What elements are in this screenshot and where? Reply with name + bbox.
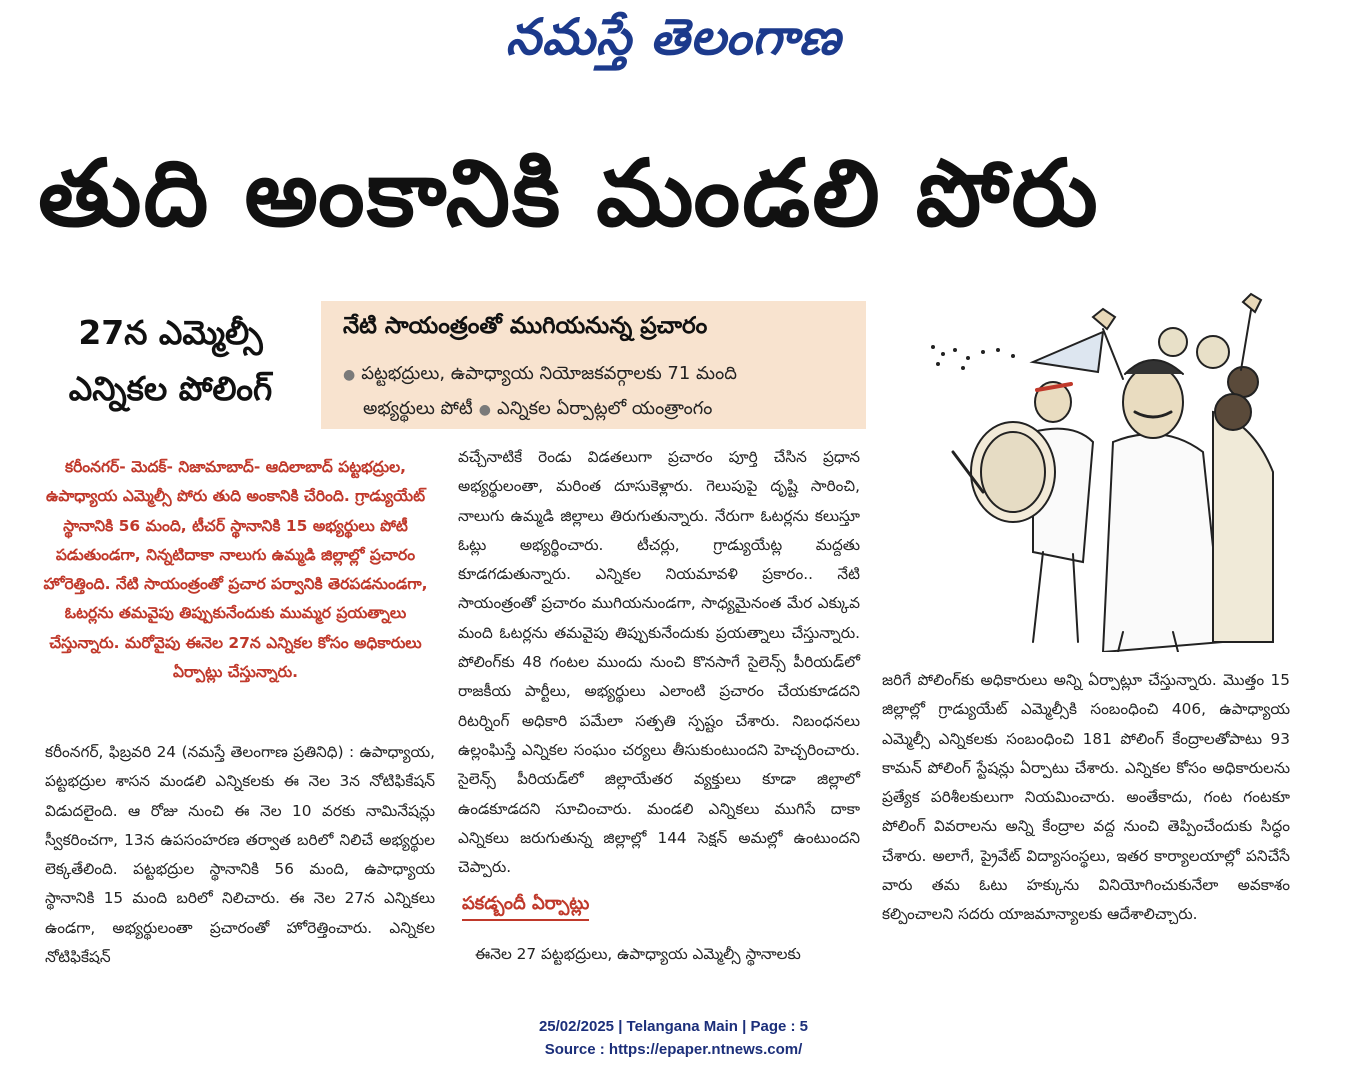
subhead-line-2: ఎన్నికల పోలింగ్ xyxy=(68,369,273,408)
kicker-bullet-2: ఎన్నికల ఏర్పాట్లలో యంత్రాంగం xyxy=(497,398,713,419)
masthead-logo: నమస్తే తెలంగాణ xyxy=(505,8,842,66)
body-column-2-continued: ఈనెల 27 పట్టభద్రులు, ఉపాధ్యాయ ఎమ్మెల్సీ స్థానాలకు xyxy=(475,945,801,963)
headline: తుది అంకానికి మండలి పోరు xyxy=(38,140,1100,247)
body-column-3: జరిగే పోలింగ్‌కు అధికారులు అన్ని ఏర్పాట్లూ చేస్తున్నారు. మొత్తం 15 జిల్లాల్లో గ్రాడ్యుయేట్ ఎమ్మెల్సీకి సంబంధించి 406, ఉపాధ్యాయ ఎమ్మెల్సీ ఎన్నికలకు సంబంధించి 181 పోలింగ్ కేంద్రాలతోపాటు 93 కామన్ పోలింగ్ స్టేషన్లు ఏర్పాటు చేశారు. ఎన్నికల కోసం అధికారులను ప్రత్యేక పరిశీలకులుగా నియమించారు. అంతేకాదు, గంట గంటకూ పోలింగ్ వివరాలను అన్ని కేంద్రాల వద్ద నుంచి తెప్పించేందుకు సిద్ధం చేశారు. అలాగే, ప్రైవేట్ విద్యాసంస్థలు, ఇతర కార్యాలయాల్లో పనిచేసే వారు తమ ఓటు హక్కును వినియోగించుకునేలా అవకాశం కల్పించాలని సదరు యాజమాన్యాలకు ఆదేశాలిచ్చారు. xyxy=(882,671,1290,924)
section-subheading: పకడ్బందీ ఏర్పాట్లు xyxy=(462,893,589,921)
bullet-icon: ● xyxy=(343,367,356,383)
body-column-2: వచ్చేనాటికే రెండు విడతలుగా ప్రచారం పూర్తి చేసిన ప్రధాన అభ్యర్థులంతా, మరింత దూసుకెళ్లారు. గెలుపుపై దృష్టి సారించి, నాలుగు ఉమ్మడి జిల్లాలు తిరుగుతున్నారు. నేరుగా ఓటర్లను కలుస్తూ ఓట్లు అభ్యర్థించారు. టీచర్లు, గ్రాడ్యుయేట్ల మద్దతు కూడగడుతున్నారు. ఎన్నికల నియమావళి ప్రకారం.. నేటి సాయంత్రంతో ప్రచారం ముగియనుండగా, సాధ్యమైనంత మేర ఎక్కువ మంది ఓటర్లను తమవైపు తిప్పుకునేందుకు ప్రయత్నాలు చేస్తున్నారు. పోలింగ్‌కు 48 గంటల ముందు నుంచి కొనసాగే సైలెన్స్ పీరియడ్‌లో రాజకీయ పార్టీలు, అభ్యర్థులు ఎలాంటి ప్రచారం చేయకూడదని రిటర్నింగ్ అధికారి పమేలా సత్పతి స్పష్టం చేశారు. నిబంధనలు ఉల్లంఘిస్తే ఎన్నికల సంఘం చర్యలు తీసుకుంటుందని హెచ్చరించారు. సైలెన్స్ పీరియడ్‌లో జిల్లాయేతర వ్యక్తులు కూడా జిల్లాలో ఉండకూడదని సూచించారు. మండలి ఎన్నికలు ముగిసే దాకా ఎన్నికలు జరుగుతున్న జిల్లాల్లో 144 సెక్షన్ అమల్లో ఉంటుందని చెప్పారు. xyxy=(458,448,860,877)
footer-date-page: 25/02/2025 | Telangana Main | Page : 5 xyxy=(538,1018,809,1035)
kicker-bullet-1-line-1: పట్టభద్రులు, ఉపాధ్యాయ నియోజకవర్గాలకు 71 మంది xyxy=(361,363,737,384)
bullet-icon: ● xyxy=(478,402,491,418)
kicker-bullets xyxy=(337,357,852,427)
campaign-illustration xyxy=(913,292,1285,652)
footer-source: Source : https://epaper.ntnews.com/ xyxy=(544,1041,803,1058)
kicker-title: నేటి సాయంత్రంతో ముగియనున్న ప్రచారం xyxy=(343,313,708,339)
intro-paragraph: కరీంనగర్- మెదక్- నిజామాబాద్- ఆదిలాబాద్ పట్టభద్రుల, ఉపాధ్యాయ ఎమ్మెల్సీ పోరు తుది అంకానికి చేరింది. గ్రాడ్యుయేట్ స్థానానికి 56 మంది, టీచర్ స్థానానికి 15 అభ్యర్థులు పోటీ పడుతుండగా, నిన్నటిదాకా నాలుగు ఉమ్మడి జిల్లాల్లో ప్రచారం హోరెత్తింది. నేటి సాయంత్రంతో ప్రచార పర్వానికి తెరపడనుండగా, ఓటర్లను తమవైపు తిప్పుకునేందుకు ముమ్మర ప్రయత్నాలు చేస్తున్నారు. మరోవైపు ఈనెల 27న ఎన్నికల కోసం అధికారులు ఏర్పాట్లు చేస్తున్నారు. xyxy=(43,458,428,682)
body-column-1: కరీంనగర్, ఫిబ్రవరి 24 (నమస్తే తెలంగాణ ప్రతినిధి) : ఉపాధ్యాయ, పట్టభద్రుల శాసన మండలి ఎన్నికలకు ఈ నెల 3న నోటిఫికేషన్ విడుదలైంది. ఆ రోజు నుంచి ఈ నెల 10 వరకు నామినేషన్లు స్వీకరించగా, 13న ఉపసంహరణ తర్వాత బరిలో నిలిచే అభ్యర్థుల లెక్కతేలింది. పట్టభద్రుల స్థానానికి 56 మంది, ఉపాధ్యాయ స్థానానికి 15 మంది బరిలో నిలిచారు. ఈ నెల 27న ఎన్నికలు ఉండగా, అభ్యర్థులంతా ప్రచారంతో హోరెత్తించారు. ఎన్నికల నోటిఫికేషన్ xyxy=(45,743,435,967)
subhead-line-1: 27న ఎమ్మెల్సీ xyxy=(78,313,263,352)
subhead xyxy=(28,305,313,417)
kicker-box xyxy=(321,301,866,429)
kicker-bullet-1-line-2: అభ్యర్థులు పోటీ xyxy=(363,398,473,419)
